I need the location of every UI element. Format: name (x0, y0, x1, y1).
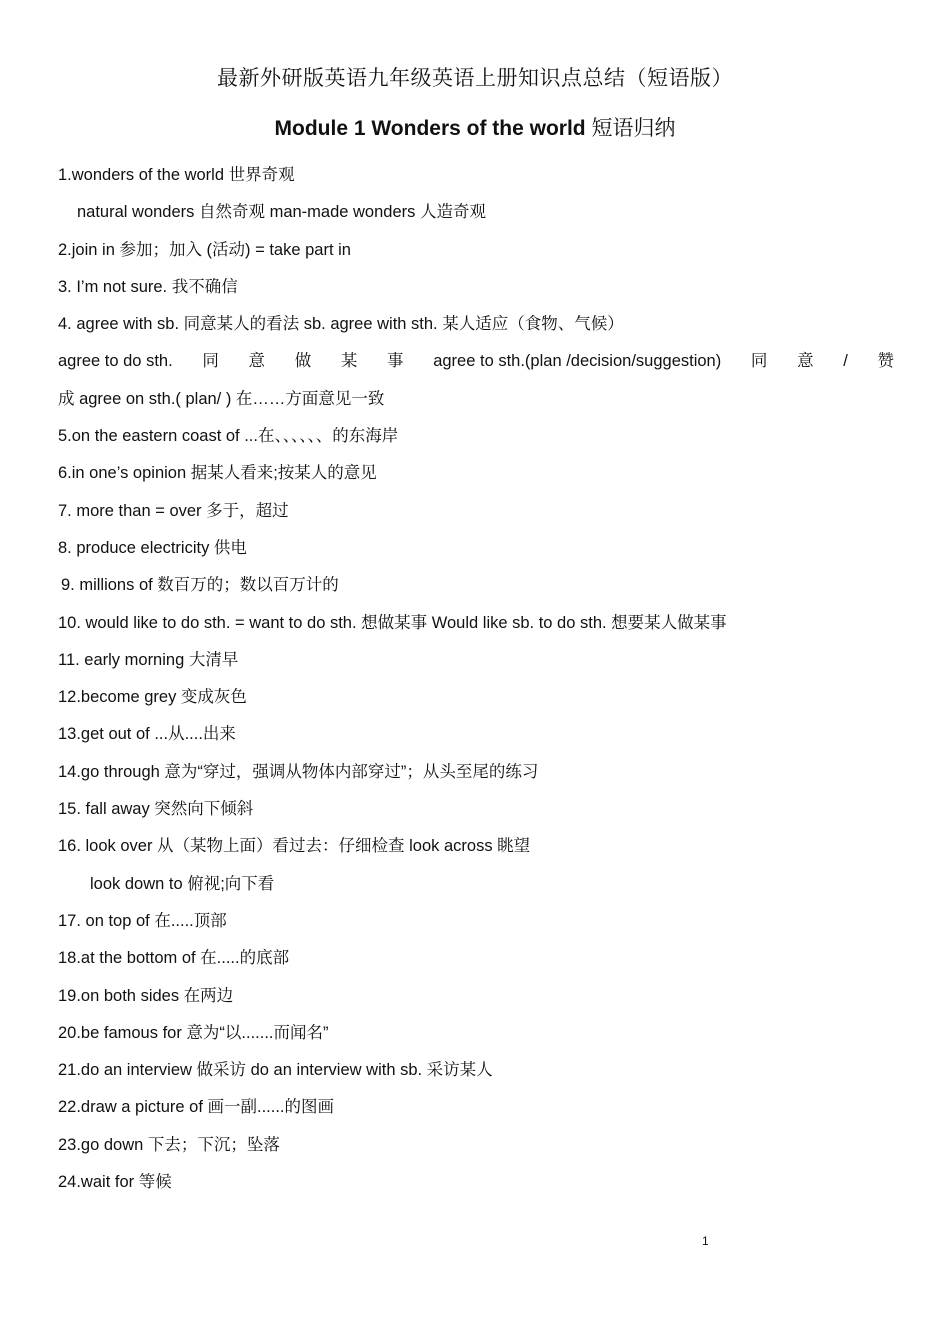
phrase-segment: 赞 (877, 352, 894, 371)
phrase-segment: agree to sth.(plan /decision/suggestion) (433, 352, 722, 371)
phrase-list (58, 160, 894, 1204)
phrase-line: 19.on both sides 在两边 (58, 986, 234, 1005)
phrase-line: 14.go through 意为“穿过，强调从物体内部穿过”；从头至尾的练习 (58, 762, 539, 781)
phrase-line: 4. agree with sb. 同意某人的看法 sb. agree with sth. 某人适应（食物、气候） (58, 315, 624, 334)
phrase-segment: 意 (248, 352, 266, 371)
phrase-line: 15. fall away 突然向下倾斜 (58, 800, 254, 819)
page-number: 1 (702, 1234, 709, 1248)
phrase-line: 成 agree on sth.( plan/ ) 在……方面意见一致 (58, 389, 385, 408)
phrase-line: 3. I’m not sure. 我不确信 (58, 277, 238, 296)
phrase-segment: agree to do sth. (58, 352, 173, 371)
module-heading-chinese: 短语归纳 (591, 117, 676, 140)
phrase-line: 16. look over 从（某物上面）看过去：仔细检查 look across 眺望 (58, 837, 531, 856)
module-heading-english: Module 1 Wonders of the world (274, 117, 586, 140)
phrase-line: 7. more than = over 多于，超过 (58, 501, 289, 520)
phrase-line: 12.become grey 变成灰色 (58, 688, 247, 707)
phrase-line: 1.wonders of the world 世界奇观 (58, 166, 295, 184)
phrase-segment: 做 (294, 352, 312, 371)
document-title: 最新外研版英语九年级英语上册知识点总结（短语版） (217, 67, 733, 90)
module-heading (0, 112, 950, 142)
phrase-line: 18.at the bottom of 在.....的底部 (58, 949, 290, 968)
phrase-line: 24.wait for 等候 (58, 1173, 172, 1192)
phrase-line: 13.get out of ...从....出来 (58, 725, 236, 744)
phrase-segment: 某 (340, 352, 358, 371)
phrase-line: 22.draw a picture of 画一副......的图画 (58, 1098, 335, 1117)
phrase-segment: / (843, 352, 848, 371)
phrase-segment: 事 (387, 352, 404, 371)
phrase-line: 2.join in 参加；加入 (活动) = take part in (58, 240, 351, 259)
phrase-line: 23.go down 下去；下沉；坠落 (58, 1135, 280, 1154)
phrase-line: look down to 俯视;向下看 (90, 874, 275, 893)
phrase-line-justified (58, 346, 894, 383)
phrase-segment: 同 (750, 352, 768, 371)
phrase-line: 10. would like to do sth. = want to do sth. 想做某事 Would like sb. to do sth. 想要某人做某事 (58, 613, 727, 632)
phrase-line: 5.on the eastern coast of ...在、、、、、、的东海岸 (58, 427, 399, 446)
phrase-segment: 意 (797, 352, 814, 371)
phrase-segment: 同 (202, 352, 219, 371)
phrase-line: natural wonders 自然奇观 man-made wonders 人造奇观 (77, 203, 486, 222)
phrase-line: 21.do an interview 做采访 do an interview with sb. 采访某人 (58, 1061, 493, 1080)
phrase-line: 20.be famous for 意为“以.......而闻名” (58, 1023, 329, 1042)
phrase-line: 9. millions of 数百万的；数以百万计的 (61, 576, 339, 595)
phrase-line: 11. early morning 大清早 (58, 650, 239, 669)
phrase-line: 8. produce electricity 供电 (58, 538, 247, 557)
phrase-line: 17. on top of 在.....顶部 (58, 911, 227, 930)
phrase-line: 6.in one’s opinion 据某人看来;按某人的意见 (58, 464, 377, 483)
